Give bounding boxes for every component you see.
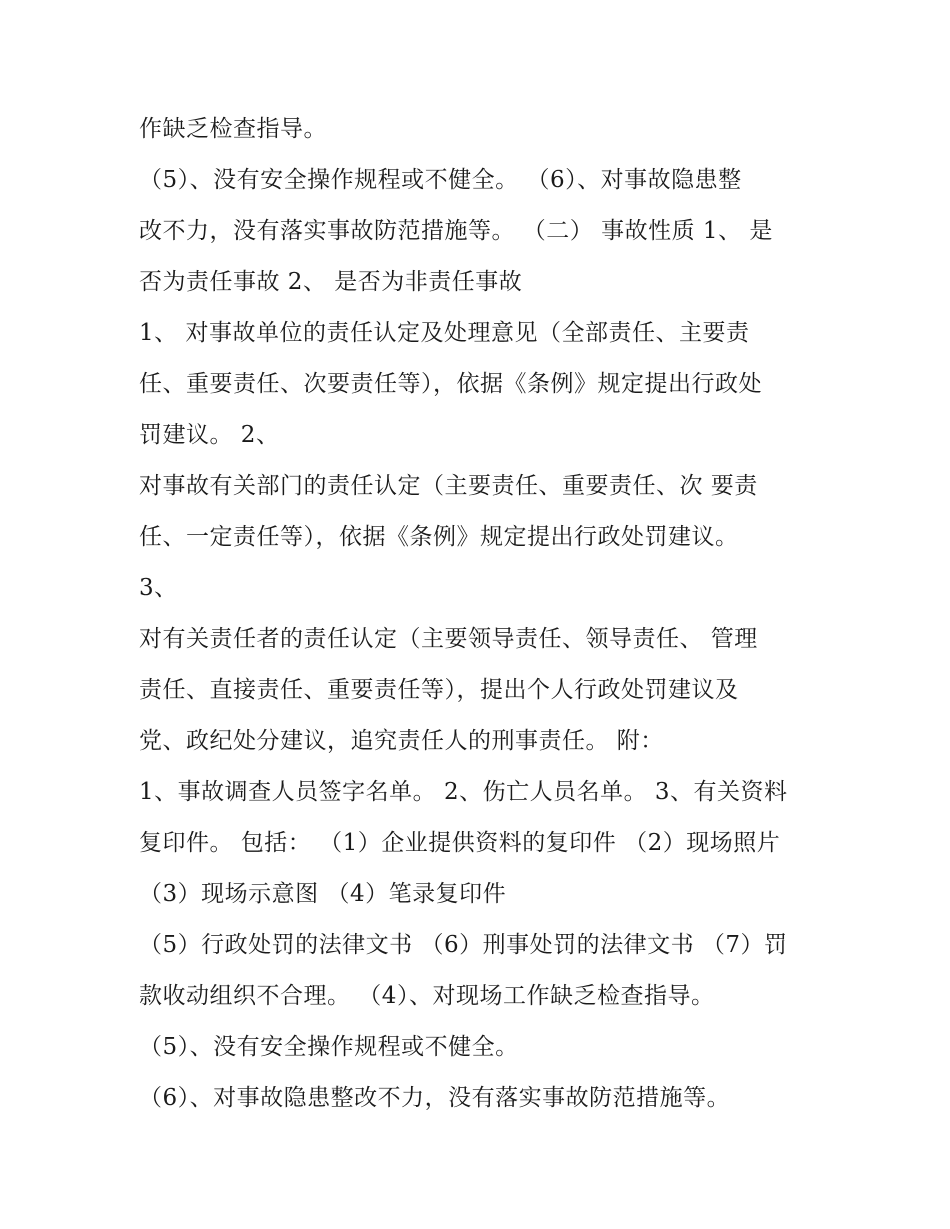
text-line: 对事故有关部门的责任认定（主要责任、重要责任、次 要责: [139, 473, 758, 499]
text-line: （5）、没有安全操作规程或不健全。 （6）、对事故隐患整: [139, 167, 742, 193]
text-line: 罚建议。 2、: [139, 422, 280, 448]
text-line: 3、: [139, 575, 178, 601]
text-line: 款收动组织不合理。 （4）、对现场工作缺乏检查指导。: [139, 983, 715, 1009]
text-line: 1、 对事故单位的责任认定及处理意见（全部责任、主要责: [139, 320, 750, 346]
text-line: 作缺乏检查指导。: [139, 116, 327, 142]
text-line: 1、事故调查人员签字名单。 2、伤亡人员名单。 3、有关资料: [139, 779, 788, 805]
text-line: 任、一定责任等），依据《条例》规定提出行政处罚建议。: [139, 524, 739, 550]
text-line: 否为责任事故 2、 是否为非责任事故: [139, 269, 523, 295]
text-line: 责任、直接责任、重要责任等），提出个人行政处罚建议及: [139, 677, 739, 703]
text-line: （5）行政处罚的法律文书 （6）刑事处罚的法律文书 （7）罚: [139, 932, 788, 958]
text-line: 党、政纪处分建议，追究责任人的刑事责任。 附：: [139, 728, 664, 754]
text-line: 对有关责任者的责任认定（主要领导责任、领导责任、 管理: [139, 626, 758, 652]
text-line: （5）、没有安全操作规程或不健全。: [139, 1034, 519, 1060]
text-line: 改不力，没有落实事故防范措施等。 （二） 事故性质 1、 是: [139, 218, 773, 244]
text-line: 复印件。 包括： （1）企业提供资料的复印件 （2）现场照片: [139, 830, 781, 856]
text-line: 任、重要责任、次要责任等），依据《条例》规定提出行政处: [139, 371, 762, 397]
text-line: （3）现场示意图 （4）笔录复印件: [139, 881, 507, 907]
text-line: （6）、对事故隐患整改不力，没有落实事故防范措施等。: [139, 1085, 731, 1111]
